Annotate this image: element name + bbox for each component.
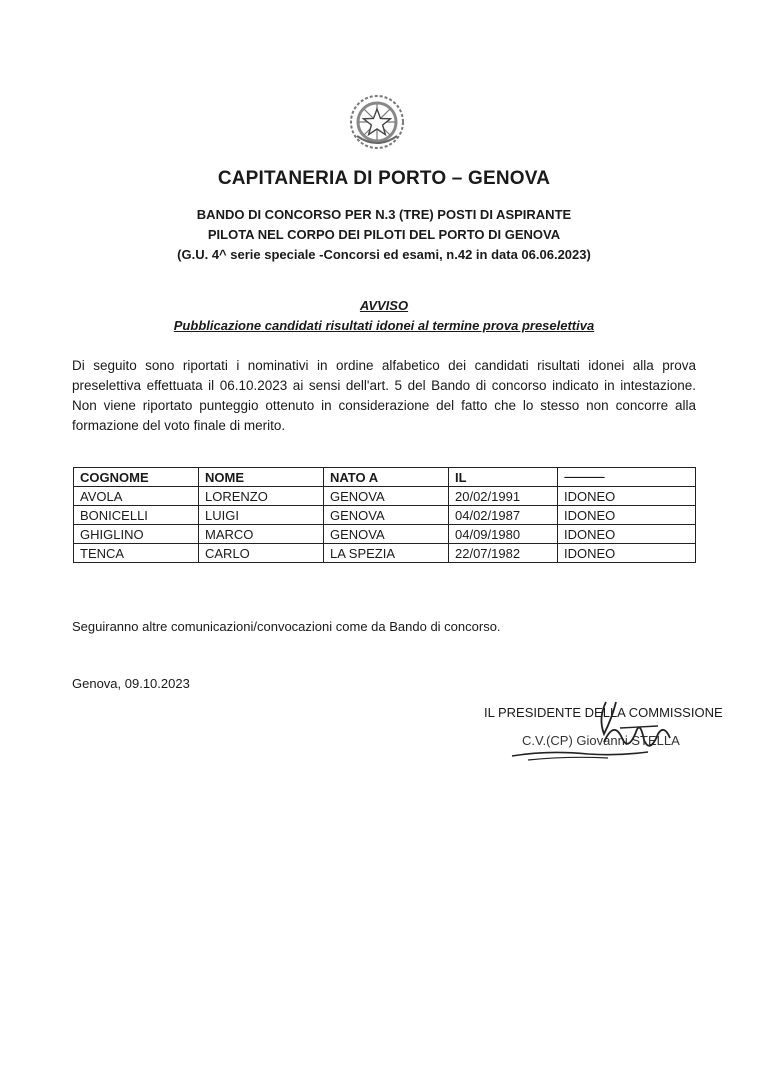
candidates-table: [73, 467, 696, 563]
column-header-il: IL: [449, 468, 558, 487]
cell-esito: IDONEO: [558, 506, 696, 525]
column-header-nome: NOME: [199, 468, 324, 487]
cell-nato-a: GENOVA: [324, 487, 449, 506]
cell-cognome: TENCA: [74, 544, 199, 563]
cell-cognome: AVOLA: [74, 487, 199, 506]
notice-heading: AVVISO: [359, 298, 409, 313]
table-row: [74, 487, 696, 506]
handwritten-signature: [508, 698, 698, 768]
page-title: CAPITANERIA DI PORTO – GENOVA: [217, 168, 551, 189]
cell-cognome: BONICELLI: [74, 506, 199, 525]
signatory-title: IL PRESIDENTE DELLA COMMISSIONE: [484, 705, 723, 720]
table-header-row: [74, 468, 696, 487]
bando-line-1: BANDO DI CONCORSO PER N.3 (TRE) POSTI DI ASPIRANTE: [196, 207, 572, 222]
cell-nome: CARLO: [199, 544, 324, 563]
cell-esito: IDONEO: [558, 525, 696, 544]
cell-nome: MARCO: [199, 525, 324, 544]
table-row: [74, 544, 696, 563]
cell-il: 20/02/1991: [449, 487, 558, 506]
cell-il: 04/02/1987: [449, 506, 558, 525]
notice-body: Di seguito sono riportati i nominativi in ordine alfabetico dei candidati risultati idonei alla prova preselettiva effettuata il 06.10.2023 ai sensi dell'art. 5 del Bando di concorso indicato in intestazione. Non viene riportato punteggio ottenuto in considerazione del fatto che lo stesso non concorre alla formazione del voto finale di merito.: [72, 358, 696, 433]
cell-esito: IDONEO: [558, 544, 696, 563]
table-row: [74, 525, 696, 544]
column-header-esito: --------------------: [558, 468, 696, 487]
bando-line-2: PILOTA NEL CORPO DEI PILOTI DEL PORTO DI GENOVA: [207, 227, 561, 242]
column-header-cognome: COGNOME: [74, 468, 199, 487]
cell-nato-a: LA SPEZIA: [324, 544, 449, 563]
column-header-nato-a: NATO A: [324, 468, 449, 487]
cell-esito: IDONEO: [558, 487, 696, 506]
cell-nome: LUIGI: [199, 506, 324, 525]
signatory-name: C.V.(CP) Giovanni STELLA: [522, 733, 680, 748]
cell-nato-a: GENOVA: [324, 525, 449, 544]
cell-nome: LORENZO: [199, 487, 324, 506]
followup-note: Seguiranno altre comunicazioni/convocazioni come da Bando di concorso.: [72, 619, 501, 634]
table-row: [74, 506, 696, 525]
cell-nato-a: GENOVA: [324, 506, 449, 525]
cell-il: 22/07/1982: [449, 544, 558, 563]
cell-il: 04/09/1980: [449, 525, 558, 544]
notice-subheading: Pubblicazione candidati risultati idonei al termine prova preselettiva: [173, 318, 595, 333]
cell-cognome: GHIGLINO: [74, 525, 199, 544]
bando-line-3: (G.U. 4^ serie speciale -Concorsi ed esami, n.42 in data 06.06.2023): [177, 247, 591, 262]
place-date: Genova, 09.10.2023: [72, 676, 190, 691]
italian-republic-emblem-icon: [347, 92, 407, 152]
